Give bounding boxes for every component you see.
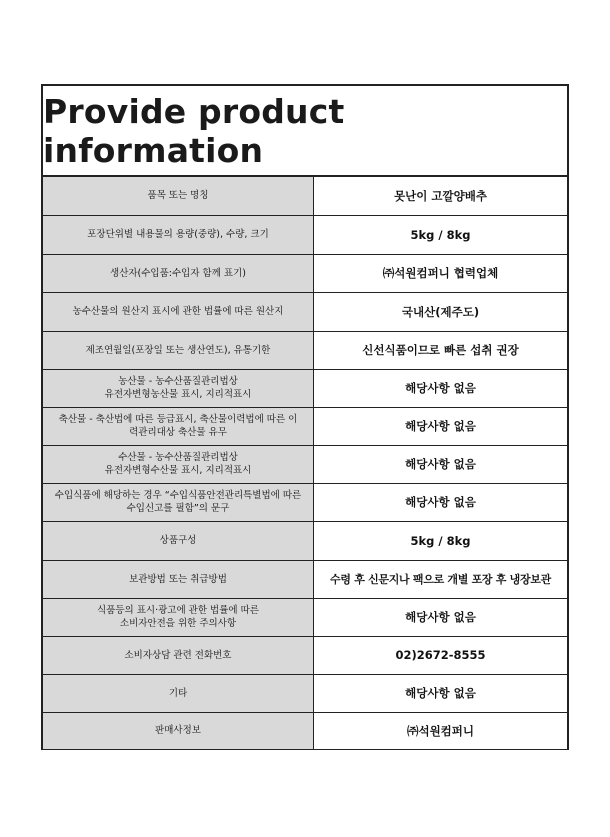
table-row	[43, 292, 567, 331]
row-label	[43, 521, 314, 560]
table-row	[43, 177, 567, 215]
row-value: 02)2672-8555	[314, 636, 568, 674]
table-row	[43, 636, 567, 674]
row-label	[43, 636, 314, 674]
row-value: 못난이 고깔양배추	[314, 177, 568, 215]
table-row	[43, 598, 567, 636]
row-label-line: 력관리대상 축산물 유무	[129, 427, 227, 438]
row-label	[43, 254, 314, 292]
row-label-line: 보관방법 또는 취급방법	[129, 573, 227, 585]
row-label-line: 제조연월일(포장일 또는 생산연도), 유통기한	[85, 344, 271, 356]
row-label	[43, 369, 314, 407]
row-label	[43, 598, 314, 636]
row-label	[43, 292, 314, 331]
row-label	[43, 215, 314, 254]
row-label	[43, 674, 314, 712]
row-value: 해당사항 없음	[314, 445, 568, 483]
row-value: 해당사항 없음	[314, 598, 568, 636]
row-label	[43, 483, 314, 521]
row-label-line: 수산물 - 농수산품질관리법상	[118, 452, 238, 463]
row-label-line: 기타	[168, 687, 188, 699]
row-label	[43, 331, 314, 369]
table-row	[43, 560, 567, 598]
row-value: 해당사항 없음	[314, 674, 568, 712]
row-value: ㈜석원컴퍼니	[314, 712, 568, 749]
row-label-line: 소비자상담 관련 전화번호	[124, 649, 232, 661]
row-label-line: 농산물 - 농수산품질관리법상	[118, 376, 238, 387]
row-value: 해당사항 없음	[314, 369, 568, 407]
row-label-line: 유전자변형수산물 표시, 지리적표시	[104, 465, 252, 476]
row-label-line: 생산자(수입품:수입자 함께 표기)	[110, 267, 246, 279]
row-label-line: 소비자안전을 위한 주의사항	[119, 618, 237, 629]
row-value: 해당사항 없음	[314, 483, 568, 521]
row-value: 국내산(제주도)	[314, 292, 568, 331]
row-value: 해당사항 없음	[314, 407, 568, 445]
row-label-line: 식품등의 표시·광고에 관한 법률에 따른	[97, 605, 259, 616]
row-label	[43, 712, 314, 749]
table-row	[43, 215, 567, 254]
title-row	[43, 86, 567, 177]
row-label	[43, 407, 314, 445]
row-label-line: 포장단위별 내용물의 용량(중량), 수량, 크기	[87, 229, 269, 240]
table-row	[43, 445, 567, 483]
row-label-line: 농수산물의 원산지 표시에 관한 법률에 따른 원산지	[72, 306, 284, 317]
row-label-line: 축산물 - 축산법에 따른 등급표시, 축산물이력법에 따른 이	[58, 414, 298, 425]
row-value: 5kg / 8kg	[314, 521, 568, 560]
row-label	[43, 560, 314, 598]
row-label-line: 유전자변형농산물 표시, 지리적표시	[104, 389, 252, 400]
table-row	[43, 369, 567, 407]
table-row	[43, 674, 567, 712]
row-value: 신선식품이므로 빠른 섭취 권장	[314, 331, 568, 369]
product-info-sheet	[41, 84, 569, 750]
table-row	[43, 483, 567, 521]
row-label-line: 수입신고를 필함”의 문구	[126, 503, 230, 514]
row-label-line: 수입식품에 해당하는 경우 “수입식품안전관리특별법에 따른	[54, 490, 302, 501]
table-row	[43, 712, 567, 749]
row-label-line: 판매사정보	[155, 725, 201, 737]
table-row	[43, 521, 567, 560]
row-label-line: 상품구성	[159, 535, 197, 546]
product-info-table	[43, 177, 567, 749]
row-label-line: 품목 또는 명칭	[147, 190, 209, 202]
row-label	[43, 177, 314, 215]
row-value: ㈜석원컴퍼니 협력업체	[314, 254, 568, 292]
row-value: 5kg / 8kg	[314, 215, 568, 254]
table-row	[43, 331, 567, 369]
table-row	[43, 407, 567, 445]
row-label	[43, 445, 314, 483]
row-value: 수령 후 신문지나 팩으로 개별 포장 후 냉장보관	[314, 560, 568, 598]
page-title: Provide product information	[43, 91, 345, 170]
table-row	[43, 254, 567, 292]
